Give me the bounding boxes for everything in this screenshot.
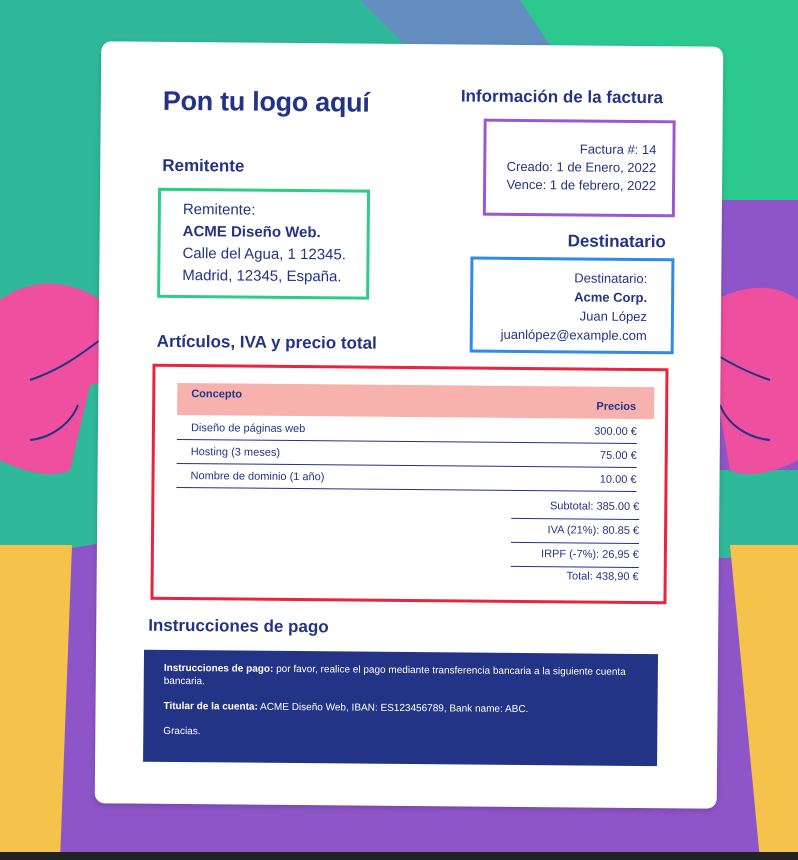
irpf-value: IRPF (-7%): 26,95 € (540, 548, 639, 562)
iva-row (511, 520, 639, 544)
table-row (177, 417, 637, 444)
subtotal-value: Subtotal: 385.00 € (549, 500, 640, 514)
recipient-label: Destinatario: (574, 270, 648, 287)
row-concept: Hosting (3 meses) (190, 446, 281, 459)
account-holder-label: Titular de la cuenta: (163, 700, 258, 713)
items-box (150, 364, 668, 604)
total-value: Total: 438,90 € (566, 570, 639, 584)
payment-heading: Instrucciones de pago (148, 615, 329, 637)
sender-company: ACME Diseño Web. (182, 223, 321, 242)
recipient-email: juanlópez@example.com (500, 326, 647, 344)
sender-label: Remitente: (182, 201, 256, 219)
invoice-number: Factura #: 14 (579, 141, 657, 158)
table-row (176, 465, 636, 492)
recipient-name: Juan López (579, 308, 648, 325)
invoice-created-date: Creado: 1 de Enero, 2022 (506, 158, 657, 176)
invoice-info-box (483, 119, 676, 218)
irpf-row (511, 544, 639, 568)
row-concept: Nombre de dominio (1 año) (190, 470, 325, 484)
recipient-heading: Destinatario (567, 231, 666, 252)
row-concept: Diseño de páginas web (190, 422, 306, 436)
subtotal-row (511, 496, 639, 520)
items-table-header (177, 383, 654, 419)
sender-box (157, 188, 370, 300)
invoice-sheet (95, 41, 724, 808)
logo-placeholder: Pon tu logo aquí (162, 85, 370, 118)
sender-address-line1: Calle del Agua, 1 12345. (182, 245, 347, 264)
total-row (511, 570, 639, 583)
row-price: 300.00 € (594, 425, 638, 438)
payment-instructions-text: por favor, realice el pago mediante transferencia bancaria a la siguiente cuenta bancaria. (163, 663, 626, 688)
column-price-header: Precios (596, 400, 637, 413)
account-holder-text: ACME Diseño Web, IBAN: ES123456789, Bank name: ABC. (257, 701, 529, 716)
recipient-box (470, 257, 675, 355)
invoice-info-heading: Información de la factura (460, 86, 664, 108)
row-price: 10.00 € (599, 473, 637, 486)
payment-instructions-box (143, 650, 658, 766)
invoice-due-date: Vence: 1 de febrero, 2022 (506, 176, 657, 194)
payment-instructions-label: Instrucciones de pago: (163, 662, 274, 675)
items-heading: Artículos, IVA y precio total (156, 331, 377, 353)
sender-address-line2: Madrid, 12345, España. (182, 267, 342, 286)
row-price: 75.00 € (599, 449, 637, 462)
column-concept-header: Concepto (191, 388, 243, 401)
recipient-company: Acme Corp. (574, 289, 648, 306)
iva-value: IVA (21%): 80.85 € (547, 524, 640, 538)
thanks-text: Gracias. (163, 725, 201, 738)
table-row (177, 441, 637, 468)
sender-heading: Remitente (162, 155, 245, 176)
